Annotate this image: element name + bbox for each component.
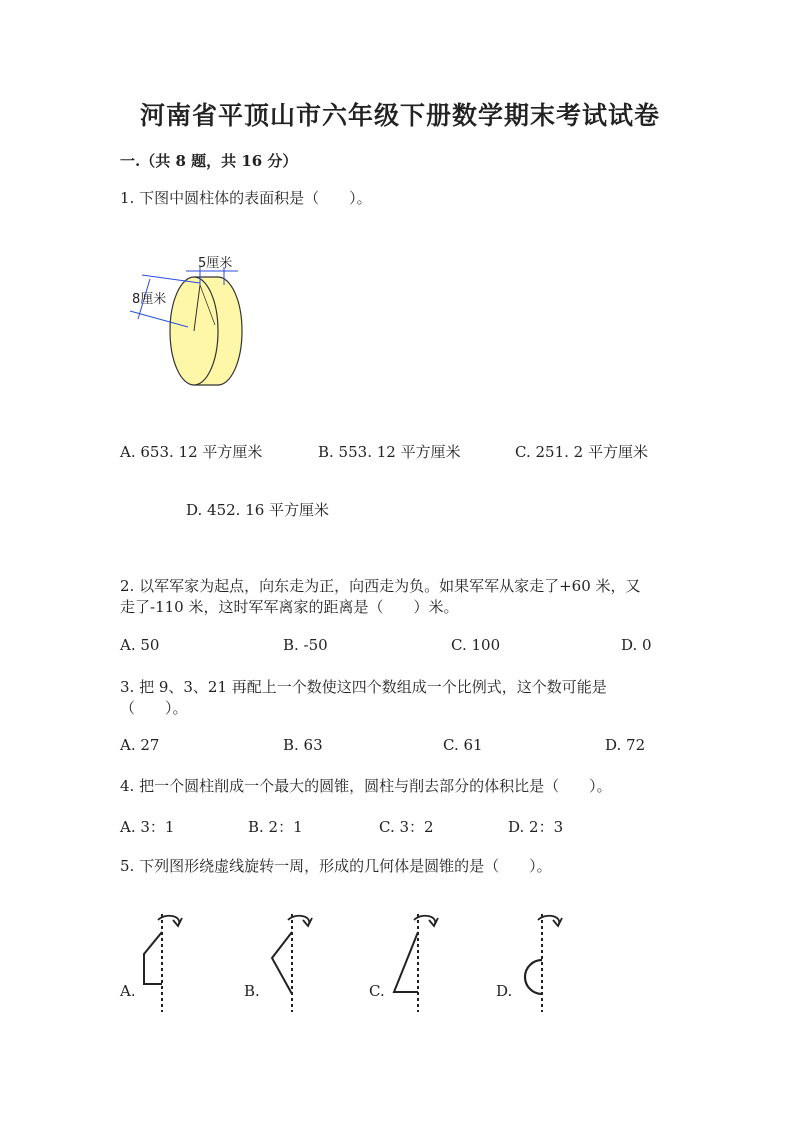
q1-option-b[interactable]: B. 553. 12 平方厘米	[318, 443, 461, 461]
shape-a-figure	[136, 908, 192, 1014]
question-2-line-1: 2. 以军军家为起点，向东走为正，向西走为负。如果军军从家走了+60 米，又	[120, 577, 641, 595]
q4-option-c[interactable]: C. 3：2	[379, 818, 434, 836]
question-3-line-1: 3. 把 9、3、21 再配上一个数使这四个数组成一个比例式，这个数可能是	[120, 678, 607, 696]
q5-option-c[interactable]: C.	[369, 982, 385, 1000]
q3-option-c[interactable]: C. 61	[443, 736, 483, 754]
q5-option-b[interactable]: B.	[244, 982, 260, 1000]
q2-option-a[interactable]: A. 50	[120, 636, 160, 654]
q5-option-a[interactable]: A.	[120, 982, 136, 1000]
q4-option-b[interactable]: B. 2：1	[248, 818, 303, 836]
q2-option-d[interactable]: D. 0	[621, 636, 652, 654]
shape-c-figure	[388, 908, 444, 1014]
height-label: 5厘米	[198, 256, 233, 271]
q3-option-d[interactable]: D. 72	[605, 736, 646, 754]
q1-option-d[interactable]: D. 452. 16 平方厘米	[186, 501, 330, 519]
q2-option-c[interactable]: C. 100	[451, 636, 501, 654]
question-1-text: 1. 下图中圆柱体的表面积是（ ）。	[120, 189, 372, 207]
q4-option-d[interactable]: D. 2：3	[508, 818, 564, 836]
cylinder-figure	[120, 245, 260, 395]
q3-option-b[interactable]: B. 63	[283, 736, 323, 754]
q1-option-c[interactable]: C. 251. 2 平方厘米	[515, 443, 648, 461]
q2-option-b[interactable]: B. -50	[283, 636, 328, 654]
question-4-text: 4. 把一个圆柱削成一个最大的圆锥，圆柱与削去部分的体积比是（ ）。	[120, 777, 612, 795]
shape-b-figure	[262, 908, 318, 1014]
section-header: 一.（共 8 题，共 16 分）	[120, 152, 298, 170]
radius-label: 8厘米	[132, 292, 167, 307]
q5-option-d[interactable]: D.	[496, 982, 513, 1000]
question-2-line-2: 走了-110 米，这时军军离家的距离是（ ）米。	[120, 598, 459, 616]
q1-option-a[interactable]: A. 653. 12 平方厘米	[120, 443, 263, 461]
q4-option-a[interactable]: A. 3：1	[120, 818, 175, 836]
question-5-text: 5. 下列图形绕虚线旋转一周，形成的几何体是圆锥的是（ ）。	[120, 857, 552, 875]
q3-option-a[interactable]: A. 27	[120, 736, 160, 754]
question-3-line-2: （ ）。	[120, 699, 188, 717]
shape-d-figure	[512, 908, 568, 1014]
page-title: 河南省平顶山市六年级下册数学期末考试试卷	[139, 101, 660, 130]
